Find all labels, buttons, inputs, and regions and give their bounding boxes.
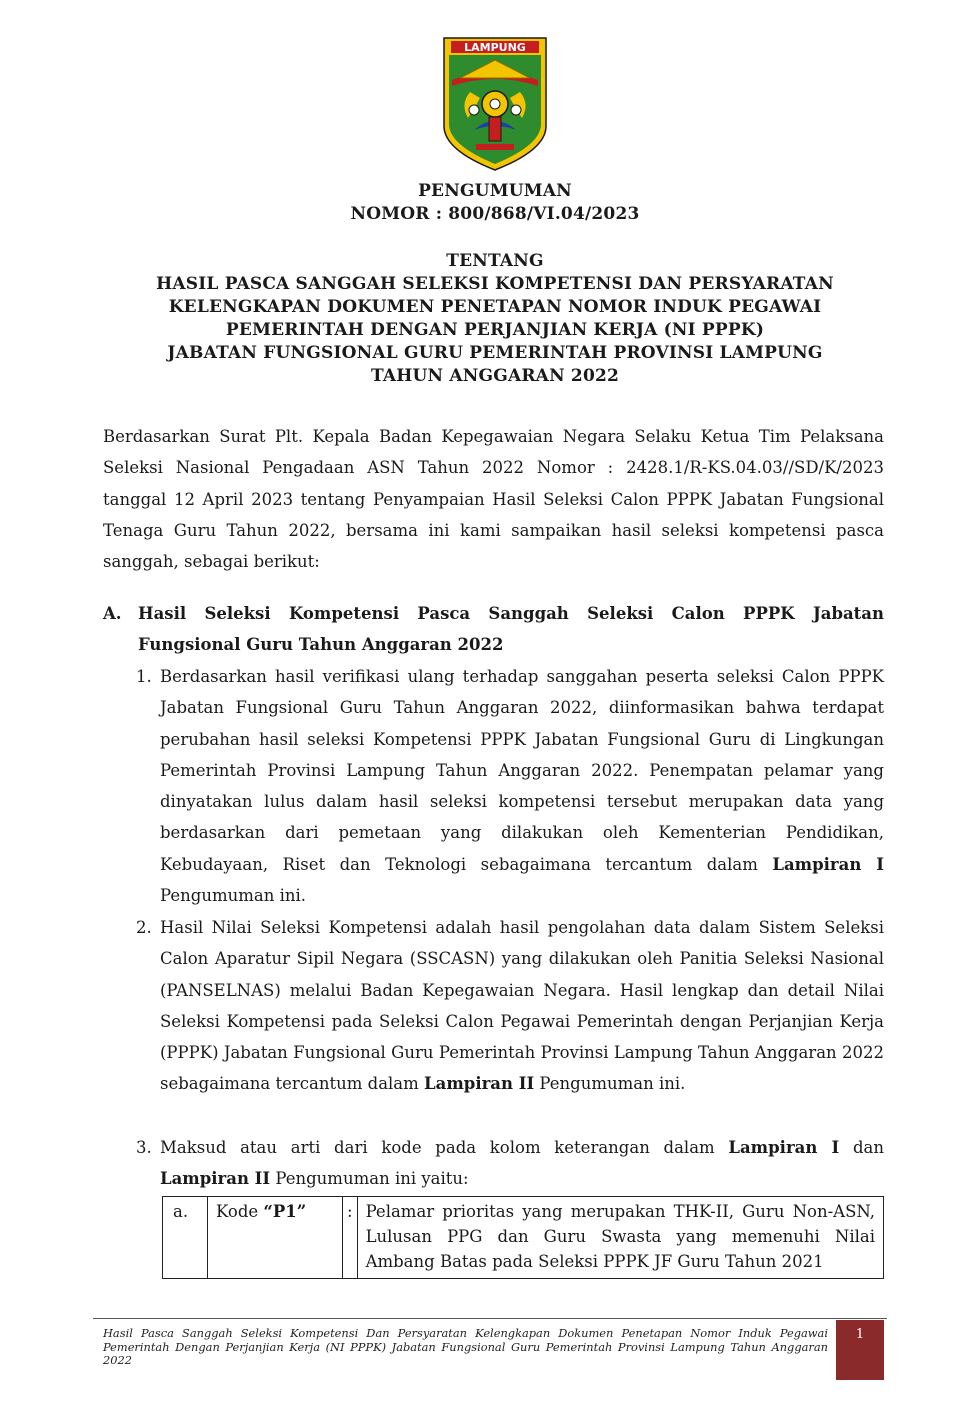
table-row — [163, 1197, 884, 1279]
announcement-heading — [100, 180, 890, 226]
attachment-ref: Lampiran II — [160, 1169, 271, 1189]
announcement-number: NOMOR : 800/868/VI.04/2023 — [350, 204, 640, 224]
section-letter: A. — [103, 604, 122, 623]
page-number: 1 — [836, 1320, 884, 1380]
intro-paragraph: Berdasarkan Surat Plt. Kepala Badan Kepegawaian Negara Selaku Ketua Tim Pelaksana Seleksi Nasional Pengadaan ASN Tahun 2022 Nomor : 2428.1/R-KS.04.03//SD/K/2023 tanggal 12 April 2023 tentang Penyampaian Hasil Seleksi Calon PPPK Jabatan Fungsional Tenaga Guru Tahun 2022, bersama ini kami sampaikan hasil seleksi kompetensi pasca sanggah, sebagai berikut: — [103, 427, 884, 572]
footer-divider — [93, 1318, 887, 1319]
item-text-part: Hasil Nilai Seleksi Kompetensi adalah hasil pengolahan data dalam Sistem Seleksi Calon Aparatur Sipil Negara (SSCASN) yang dilakukan oleh Panitia Seleksi Nasional (PANSELNAS) melalui Badan Kepegawaian Negara. Hasil lengkap dan detail Nilai Seleksi Kompetensi pada Seleksi Calon Pegawai Pemerintah dengan Perjanjian Kerja (PPPK) Jabatan Fungsional Guru Pemerintah Provinsi Lampung Tahun Anggaran 2022 sebagaimana tercantum dalam — [160, 918, 884, 1094]
section-a-heading — [103, 598, 884, 660]
svg-text:LAMPUNG: LAMPUNG — [464, 41, 526, 54]
list-item — [136, 1132, 884, 1195]
subject-heading — [100, 250, 890, 388]
code-value: “P1” — [263, 1202, 307, 1221]
subject-line: JABATAN FUNGSIONAL GURU PEMERINTAH PROVINSI LAMPUNG — [167, 343, 823, 363]
section-title: Hasil Seleksi Kompetensi Pasca Sanggah Seleksi Calon PPPK Jabatan Fungsional Guru Tahun Anggaran 2022 — [138, 604, 884, 654]
attachment-ref: Lampiran I — [772, 854, 884, 874]
code-letter: a. — [163, 1197, 208, 1279]
item-text-part: Berdasarkan hasil verifikasi ulang terhadap sanggahan peserta seleksi Calon PPPK Jabatan Fungsional Guru Tahun Anggaran 2022, diinformasikan bahwa terdapat perubahan hasil seleksi Kompetensi PPPK Jabatan Fungsional Guru di Lingkungan Pemerintah Provinsi Lampung Tahun Anggaran 2022. Penempatan pelamar yang dinyatakan lulus dalam hasil seleksi kompetensi tersebut merupakan data yang berdasarkan dari pemetaan yang dilakukan oleh Kementerian Pendidikan, Kebudayaan, Riset dan Teknologi sebagaimana tercantum dalam — [160, 667, 884, 874]
code-prefix: Kode — [216, 1202, 264, 1221]
item-text — [160, 1132, 884, 1195]
item-text-part: Pengumuman ini. — [160, 886, 306, 906]
list-item — [136, 912, 884, 1100]
item-number: 2. — [136, 918, 152, 937]
attachment-ref: Lampiran II — [424, 1074, 535, 1094]
footer-text: Hasil Pasca Sanggah Seleksi Kompetensi Dan Persyaratan Kelengkapan Dokumen Penetapan Nomor Induk Pegawai Pemerintah Dengan Perjanjian Kerja (NI PPPK) Jabatan Fungsional Guru Pemerintah Provinsi Lampung Tahun Anggaran 2022 — [103, 1326, 828, 1367]
item-text-part: Pengumuman ini yaitu: — [270, 1169, 469, 1189]
code-separator: : — [343, 1197, 358, 1279]
code-cell — [208, 1197, 343, 1279]
item-number: 3. — [136, 1138, 152, 1157]
lampung-emblem-logo — [440, 34, 550, 174]
attachment-ref: Lampiran I — [728, 1138, 840, 1157]
announcement-title: PENGUMUMAN — [418, 181, 572, 201]
subject-line: PEMERINTAH DENGAN PERJANJIAN KERJA (NI PPPK) — [225, 320, 765, 340]
item-text-part: Maksud atau arti dari kode pada kolom keterangan dalam — [160, 1138, 729, 1157]
subject-line: KELENGKAPAN DOKUMEN PENETAPAN NOMOR INDUK PEGAWAI — [168, 297, 822, 317]
about-label: TENTANG — [446, 251, 544, 271]
item-text — [160, 661, 884, 911]
item-text-part: Pengumuman ini. — [534, 1074, 686, 1094]
item-number: 1. — [136, 667, 152, 686]
list-item — [136, 661, 884, 911]
item-text-part: dan — [839, 1138, 884, 1157]
code-table — [162, 1196, 884, 1279]
code-description: Pelamar prioritas yang merupakan THK-II, Guru Non-ASN, Lulusan PPG dan Guru Swasta yang memenuhi Nilai Ambang Batas pada Seleksi PPPK JF Guru Tahun 2021 — [357, 1197, 883, 1279]
item-text — [160, 912, 884, 1100]
subject-line: TAHUN ANGGARAN 2022 — [370, 366, 620, 386]
subject-line: HASIL PASCA SANGGAH SELEKSI KOMPETENSI DAN PERSYARATAN — [156, 274, 834, 294]
